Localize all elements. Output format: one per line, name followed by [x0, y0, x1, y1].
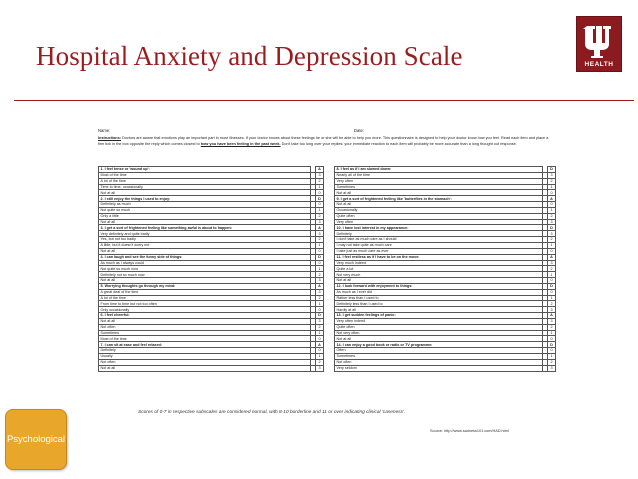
question-text: 1. I feel tense or 'wound up':	[99, 167, 311, 173]
answer-text: I don't take as much care as I should	[335, 237, 543, 243]
hads-form-image	[94, 126, 560, 434]
answer-score: 0	[548, 190, 556, 196]
answer-text: Yes, but not too badly	[99, 237, 311, 243]
answer-score: 1	[316, 266, 324, 272]
answer-text: Very much indeed	[335, 260, 543, 266]
scoring-note: Scores of 0-7 in respective subscales are considered normal, with 8-10 borderline and 11 or over indicating clinical 'caseness'.	[138, 410, 406, 415]
subscale-code: A	[316, 167, 324, 173]
answer-text: I take just as much care as ever	[335, 248, 543, 254]
questions-table-left	[98, 166, 324, 372]
answer-text: Time to time, occasionally	[99, 184, 311, 190]
subscale-code: D	[316, 313, 324, 319]
question-text: 9. I get a sort of frightened feeling like 'butterflies in the stomach':	[335, 196, 543, 202]
date-label: Date:	[354, 128, 365, 133]
answer-score: 2	[316, 324, 324, 330]
answer-text: As much as I always could	[99, 260, 311, 266]
iu-health-logo	[576, 16, 622, 72]
answer-score: 1	[548, 330, 556, 336]
answer-score: 2	[316, 272, 324, 278]
answer-text: Very seldom	[335, 365, 543, 371]
answer-score: 0	[548, 248, 556, 254]
answer-score: 3	[316, 219, 324, 225]
answer-score: 2	[548, 301, 556, 307]
answer-score: 3	[548, 318, 556, 324]
subscale-code: A	[316, 283, 324, 289]
answer-text: Hardly at all	[335, 307, 543, 313]
question-text: 13. I get sudden feelings of panic:	[335, 313, 543, 319]
subscale-code: D	[548, 342, 556, 348]
answer-text: Quite a lot	[335, 266, 543, 272]
instructions-emphasis: how you have been feeling in the past week.	[200, 141, 281, 146]
answer-text: A great deal of the time	[99, 289, 311, 295]
answer-score: 1	[316, 330, 324, 336]
answer-text: Most of the time	[99, 172, 311, 178]
answer-text: A lot of the time	[99, 178, 311, 184]
answer-text: Often	[335, 348, 543, 354]
answer-score: 2	[548, 266, 556, 272]
answer-text: I may not take quite as much care	[335, 242, 543, 248]
answer-text: Usually	[99, 354, 311, 360]
answer-score: 1	[316, 242, 324, 248]
answer-score: 2	[548, 178, 556, 184]
answer-text: Only occasionally	[99, 307, 311, 313]
answer-score: 0	[548, 202, 556, 208]
question-text: 11. I feel restless as if I have to be on the move:	[335, 254, 543, 260]
subscale-code: A	[548, 196, 556, 202]
questions-table-right	[334, 166, 556, 372]
answer-text: Not at all	[99, 190, 311, 196]
name-label: Name:	[98, 128, 111, 133]
answer-score: 3	[316, 365, 324, 371]
question-text: 10. I have lost interest in my appearance:	[335, 225, 543, 231]
subscale-code: D	[548, 283, 556, 289]
answer-score: 3	[316, 231, 324, 237]
answer-score: 2	[316, 295, 324, 301]
answer-text: Occasionally	[335, 207, 543, 213]
answer-score: 2	[548, 237, 556, 243]
answer-text: Not at all	[99, 278, 311, 284]
answer-score: 1	[548, 184, 556, 190]
answer-score: 3	[548, 365, 556, 371]
answer-score: 3	[548, 307, 556, 313]
answer-row	[99, 365, 324, 371]
answer-text: Not at all	[99, 365, 311, 371]
answer-text: Not at all	[99, 248, 311, 254]
answer-score: 0	[316, 307, 324, 313]
answer-score: 0	[316, 336, 324, 342]
answer-text: Very often indeed	[335, 318, 543, 324]
answer-text: Nearly all of the time	[335, 172, 543, 178]
answer-text: Only a little	[99, 213, 311, 219]
answer-score: 3	[548, 231, 556, 237]
answer-text: Very definitely and quite badly	[99, 231, 311, 237]
answer-text: Not very often	[335, 330, 543, 336]
answer-score: 3	[316, 289, 324, 295]
answer-row	[335, 365, 556, 371]
subscale-code: A	[548, 254, 556, 260]
answer-text: Not very much	[335, 272, 543, 278]
answer-text: Most of the time	[99, 336, 311, 342]
question-text: 8. I feel as if I am slowed down:	[335, 167, 543, 173]
answer-text: A little, but it doesn't worry me	[99, 242, 311, 248]
answer-text: Not often	[335, 359, 543, 365]
answer-score: 1	[316, 184, 324, 190]
answer-score: 3	[548, 219, 556, 225]
answer-score: 2	[316, 359, 324, 365]
answer-score: 2	[316, 213, 324, 219]
question-text: 2. I still enjoy the things I used to enjoy:	[99, 196, 311, 202]
instructions	[98, 136, 552, 147]
answer-text: Definitely	[335, 231, 543, 237]
question-text: 4. I can laugh and see the funny side of things:	[99, 254, 311, 260]
answer-text: Quite often	[335, 324, 543, 330]
answer-score: 1	[548, 272, 556, 278]
answer-score: 0	[548, 289, 556, 295]
logo-text: HEALTH	[584, 61, 614, 68]
answer-score: 0	[316, 190, 324, 196]
answer-text: Sometimes	[335, 354, 543, 360]
answer-text: A lot of the time	[99, 295, 311, 301]
answer-text: Not at all	[335, 190, 543, 196]
answer-text: Definitely as much	[99, 202, 311, 208]
answer-score: 1	[548, 242, 556, 248]
answer-score: 2	[316, 178, 324, 184]
instructions-tail: Don't take too long over your replies: your immediate reaction to each item will probably be more accurate than a long thought out response.	[281, 141, 517, 146]
subscale-code: A	[316, 225, 324, 231]
answer-score: 1	[548, 295, 556, 301]
question-text: 5. Worrying thoughts go through my mind:	[99, 283, 311, 289]
source-citation: Source: http://www.sadness101.com/HAD.html	[430, 429, 509, 433]
question-text: 3. I get a sort of frightened feeling like something awful is about to happen:	[99, 225, 311, 231]
answer-text: Not at all	[335, 336, 543, 342]
subscale-code: D	[316, 254, 324, 260]
answer-score: 0	[316, 202, 324, 208]
subscale-code: D	[548, 167, 556, 173]
answer-text: Not often	[99, 324, 311, 330]
instructions-lead: Instructions:	[98, 136, 121, 140]
answer-text: Sometimes	[99, 330, 311, 336]
answer-score: 3	[316, 318, 324, 324]
answer-score: 3	[316, 172, 324, 178]
question-text: 7. I can sit at ease and feel relaxed:	[99, 342, 311, 348]
answer-score: 3	[316, 278, 324, 284]
hads-table-right	[334, 166, 556, 372]
answer-score: 0	[548, 336, 556, 342]
answer-text: Definitely not so much now	[99, 272, 311, 278]
answer-score: 2	[548, 359, 556, 365]
subscale-code: D	[548, 225, 556, 231]
answer-text: Not at all	[335, 202, 543, 208]
answer-score: 1	[316, 207, 324, 213]
answer-score: 2	[548, 324, 556, 330]
title-divider	[14, 100, 634, 101]
answer-text: Quite often	[335, 213, 543, 219]
question-text: 12. I look forward with enjoyment to things:	[335, 283, 543, 289]
answer-text: As much as I ever did	[335, 289, 543, 295]
answer-score: 0	[548, 348, 556, 354]
answer-text: Not at all	[99, 219, 311, 225]
answer-text: Very often	[335, 219, 543, 225]
answer-score: 2	[548, 213, 556, 219]
answer-score: 1	[548, 354, 556, 360]
question-text: 14. I can enjoy a good book or radio or TV programme:	[335, 342, 543, 348]
answer-score: 3	[548, 260, 556, 266]
answer-score: 2	[316, 237, 324, 243]
answer-score: 0	[316, 248, 324, 254]
question-text: 6. I feel cheerful:	[99, 313, 311, 319]
answer-score: 0	[548, 278, 556, 284]
answer-text: Definitely less than I used to	[335, 301, 543, 307]
psychological-badge[interactable]	[5, 409, 67, 470]
answer-text: Not at all	[335, 278, 543, 284]
trident-icon	[577, 20, 621, 58]
subscale-code: A	[316, 342, 324, 348]
answer-score: 0	[316, 260, 324, 266]
answer-score: 1	[316, 354, 324, 360]
subscale-code: D	[316, 196, 324, 202]
answer-text: Rather less than I used to	[335, 295, 543, 301]
badge-label: Psychological	[6, 433, 66, 445]
answer-text: Very often	[335, 178, 543, 184]
answer-text: Not quite so much now	[99, 266, 311, 272]
answer-score: 1	[316, 301, 324, 307]
answer-score: 1	[548, 207, 556, 213]
answer-text: Not at all	[99, 318, 311, 324]
hads-table-left	[98, 166, 324, 372]
answer-text: Definitely	[99, 348, 311, 354]
subscale-code: A	[548, 313, 556, 319]
answer-score: 0	[316, 348, 324, 354]
answer-text: Sometimes	[335, 184, 543, 190]
instructions-body: Doctors are aware that emotions play an important part in most illnesses. If your doctor knows about these feelings he or she will be able to help you more. This questionnaire is designed to help your doctor know how you feel. Read each item and place a firm tick in the box opposite the reply which comes closest to	[98, 136, 549, 146]
answer-text: Not often	[99, 359, 311, 365]
answer-text: Not quite so much	[99, 207, 311, 213]
answer-score: 3	[548, 172, 556, 178]
answer-text: From time to time but not too often	[99, 301, 311, 307]
slide-title: Hospital Anxiety and Depression Scale	[36, 41, 463, 71]
